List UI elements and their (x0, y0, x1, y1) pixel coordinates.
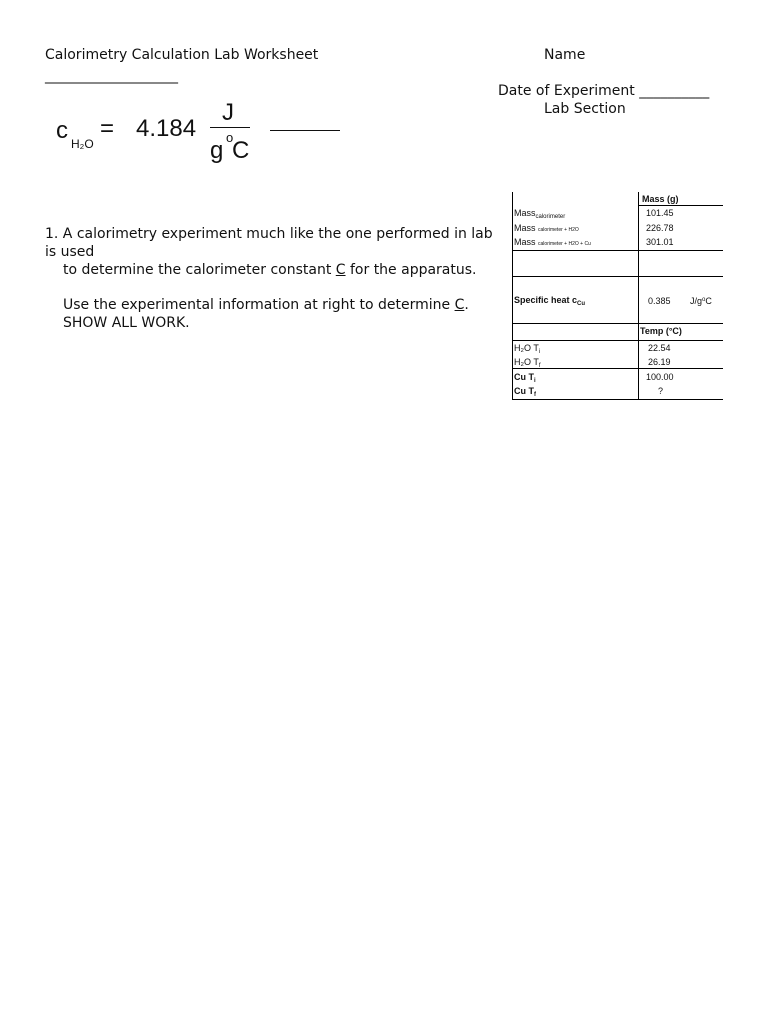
mass-value: 301.01 (646, 237, 674, 247)
mass-sub-label: calorimeter + H2O + Cu (538, 241, 591, 247)
mass-label-row (514, 237, 591, 250)
mass-sub-label: calorimeter (535, 214, 566, 220)
temp-sub: f (534, 392, 536, 398)
temp-value: 22.54 (648, 343, 671, 353)
worksheet-title: Calorimetry Calculation Lab Worksheet (45, 47, 319, 63)
unit-g: g (697, 296, 703, 306)
temp-value: ? (658, 386, 664, 396)
question-line-1: 1. A calorimetry experiment much like the one performed in lab (45, 226, 493, 242)
mass-label: Mass (514, 208, 536, 218)
table-line (512, 250, 723, 251)
question-line-3 (63, 262, 477, 279)
table-line (512, 340, 723, 341)
temp-label: H₂O T (514, 343, 539, 353)
question-line-4-end: . (464, 297, 469, 313)
unit-j: J (690, 296, 695, 306)
temp-label-row (514, 386, 536, 401)
calorimeter-constant-symbol-2: C (454, 297, 465, 313)
mass-sub-label: calorimeter + H2O (538, 227, 579, 233)
specific-heat-unit: $J/g^oC$ (690, 296, 712, 306)
unit-c: C (705, 296, 712, 306)
formula-symbol: c (56, 117, 68, 144)
date-of-experiment-row (498, 83, 709, 100)
mass-label: Mass (514, 237, 536, 247)
mass-label-row (514, 223, 579, 236)
temp-label: Cu T (514, 372, 534, 382)
formula-fraction-bar (210, 127, 250, 128)
specific-heat-value: 0.385 (648, 296, 671, 306)
question-line-3-text: to determine the calorimeter constant (63, 262, 336, 278)
question-line-4-text: Use the experimental information at right to determine (63, 297, 455, 313)
lab-section-label: Lab Section (544, 101, 626, 117)
temp-label: H₂O T (514, 357, 539, 367)
temp-label-row (514, 372, 536, 387)
formula-value: 4.184 (136, 115, 197, 142)
table-line (512, 276, 723, 277)
formula-equals: = (100, 115, 115, 142)
mass-label: Mass (514, 223, 536, 233)
specific-heat-water-formula (56, 98, 356, 168)
specific-heat-label (514, 295, 585, 310)
formula-answer-blank (270, 130, 340, 131)
table-line (638, 205, 723, 206)
experimental-data-table (512, 192, 723, 400)
table-bottom-border (512, 399, 723, 400)
table-line (512, 368, 723, 369)
temp-label-row (514, 343, 540, 358)
name-blank-line: ___________________ (45, 68, 178, 84)
question-line-2: is used (45, 244, 95, 260)
temp-sub: f (538, 363, 541, 369)
temp-value: 100.00 (646, 372, 674, 382)
question-line-4 (63, 297, 469, 314)
specific-heat-sub: Cu (577, 301, 586, 307)
formula-numerator: J (222, 99, 234, 126)
temp-value: 26.19 (648, 357, 671, 367)
calorimeter-constant-symbol: C (335, 262, 346, 278)
temp-sub: i (538, 349, 541, 355)
mass-value: 226.78 (646, 223, 674, 233)
unit-degree: o (702, 297, 706, 303)
temp-header: Temp (°C) (640, 326, 682, 336)
temp-sub: i (534, 378, 536, 384)
mass-value: 101.45 (646, 208, 674, 218)
mass-label-row (514, 208, 565, 223)
date-label: Date of Experiment (498, 83, 635, 99)
table-line (512, 323, 723, 324)
formula-subscript: H₂O (71, 137, 94, 151)
temp-label-row (514, 357, 541, 372)
formula-denominator-c: C (232, 137, 250, 164)
date-blank-line: __________ (639, 83, 710, 99)
specific-heat-text: Specific heat c (514, 295, 578, 305)
show-all-work: SHOW ALL WORK. (63, 315, 190, 331)
formula-denominator-g: g (210, 137, 224, 164)
question-line-3-end: for the apparatus. (345, 262, 477, 278)
mass-header: Mass (g) (642, 194, 679, 204)
temp-label: Cu T (514, 386, 534, 396)
name-label: Name (544, 47, 586, 63)
formula-degree: o (226, 130, 234, 145)
